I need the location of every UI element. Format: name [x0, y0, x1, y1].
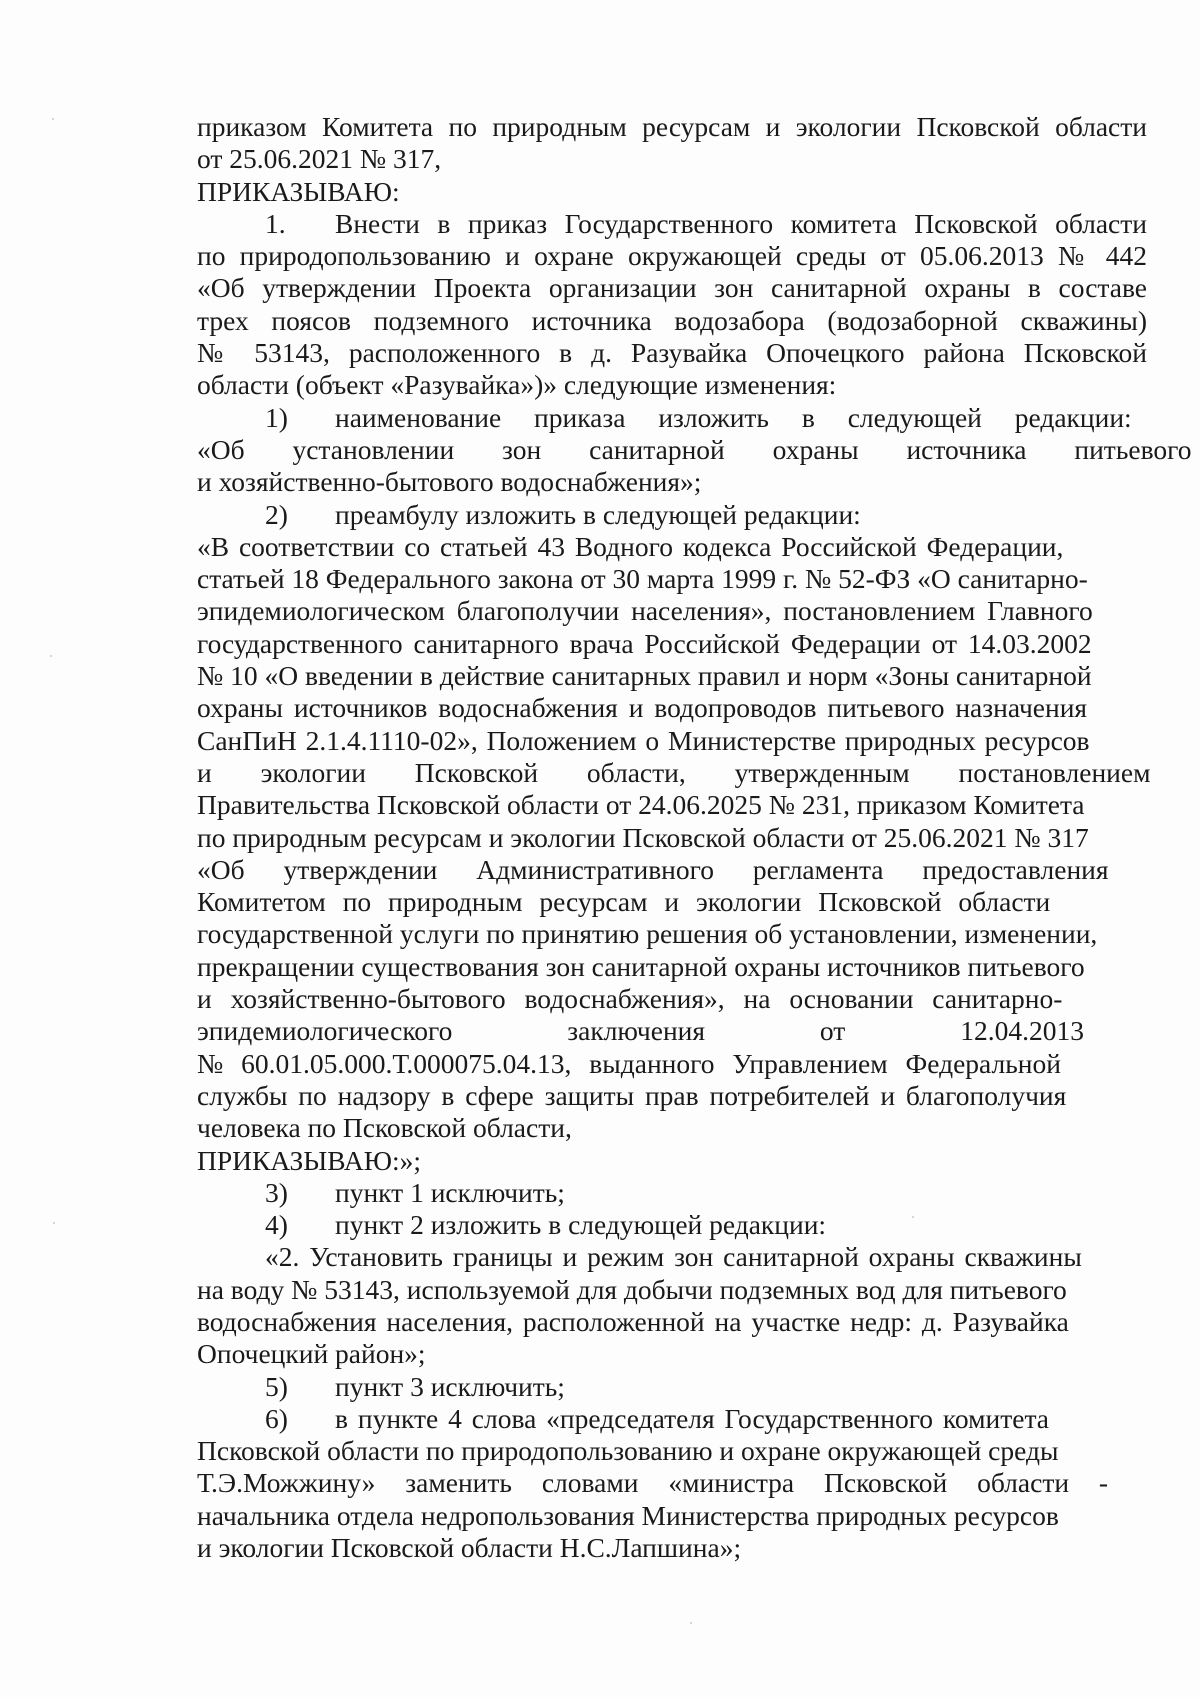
item-marker: 3): [265, 1176, 288, 1208]
text-line: «Об утверждении Административного регламента предоставления: [197, 853, 1109, 885]
text-line: трех поясов подземного источника водозабора (водозаборной скважины): [197, 304, 1147, 336]
text-line: пункт 1 исключить;: [335, 1176, 565, 1208]
list-item-1: [197, 208, 1147, 240]
text-line: эпидемиологического заключения от 12.04.2013: [197, 1015, 1084, 1047]
sub-item-6: [197, 1403, 1147, 1435]
text-line: прекращении существования зон санитарной охраны источников питьевого: [197, 950, 1085, 982]
text-line: преамбулу изложить в следующей редакции:: [335, 498, 861, 530]
text-line: приказом Комитета по природным ресурсам и экологии Псковской области: [197, 111, 1147, 142]
text-line: № 53143, расположенного в д. Разувайка Опочецкого района Псковской: [197, 337, 1147, 369]
text-line: области (объект «Разувайка»)» следующие изменения:: [197, 369, 837, 401]
text-line: по природным ресурсам и экологии Псковской области от 25.06.2021 № 317: [197, 821, 1089, 853]
text-line: и экологии Псковской области Н.С.Лапшина»;: [197, 1532, 742, 1564]
text-line: службы по надзору в сфере защиты прав потребителей и благополучия: [197, 1079, 1067, 1111]
text-line: наименование приказа изложить в следующей редакции:: [335, 401, 1132, 433]
text-line: № 60.01.05.000.Т.000075.04.13, выданного Управлением Федеральной: [197, 1047, 1061, 1079]
text-line: Правительства Псковской области от 24.06.2025 № 231, приказом Комитета: [197, 789, 1085, 821]
text-line: пункт 2 изложить в следующей редакции:: [335, 1209, 827, 1241]
order-heading: ПРИКАЗЫВАЮ:: [197, 175, 400, 207]
text-line: «Об установлении зон санитарной охраны источника питьевого: [197, 433, 1192, 465]
text-line: Внести в приказ Государственного комитета Псковской области: [335, 207, 1147, 239]
text-line: человека по Псковской области,: [197, 1112, 572, 1144]
sub-item-4: [197, 1209, 1147, 1241]
text-line: начальника отдела недропользования Министерства природных ресурсов: [197, 1499, 1059, 1531]
item-marker: 5): [265, 1370, 288, 1402]
sub-item-5: [197, 1371, 1147, 1403]
text-line: государственной услуги по принятию решения об установлении, изменении,: [197, 918, 1098, 950]
text-line: Псковской области по природопользованию и охране окружающей среды: [197, 1435, 1059, 1467]
text-line: «В соответствии со статьей 43 Водного кодекса Российской Федерации,: [197, 530, 1064, 562]
sub-item-3: [197, 1177, 1147, 1209]
text-line: государственного санитарного врача Российской Федерации от 14.03.2002: [197, 627, 1092, 659]
text-line: охраны источников водоснабжения и водопроводов питьевого назначения: [197, 692, 1088, 724]
sub-item-1: [197, 402, 1147, 434]
text-line: в пункте 4 слова «председателя Государственного комитета: [335, 1402, 1050, 1434]
text-line: и экологии Псковской области, утвержденным постановлением: [197, 756, 1151, 788]
text-line: СанПиН 2.1.4.1110-02», Положением о Министерстве природных ресурсов: [197, 724, 1090, 756]
text-line: «Об утверждении Проекта организации зон санитарной охраны в составе: [197, 272, 1147, 304]
scan-speck: [912, 1216, 914, 1218]
text-line: № 10 «О введении в действие санитарных правил и норм «Зоны санитарной: [197, 660, 1092, 692]
text-line: на воду № 53143, используемой для добычи подземных вод для питьевого: [197, 1273, 1067, 1305]
text-line: Комитетом по природным ресурсам и экологии Псковской области: [197, 886, 1051, 918]
scan-speck: [690, 1622, 692, 1624]
text-line: от 25.06.2021 № 317,: [197, 143, 442, 175]
text-line: и хозяйственно-бытового водоснабжения»;: [197, 466, 702, 498]
text-line: Опочецкий район»;: [197, 1338, 426, 1370]
text-line: статьей 18 Федерального закона от 30 марта 1999 г. № 52-ФЗ «О санитарно-: [197, 563, 1088, 595]
text-line: пункт 3 исключить;: [335, 1370, 565, 1402]
scan-speck: [52, 118, 54, 120]
text-line: водоснабжения населения, расположенной на участке недр: д. Разувайка: [197, 1305, 1069, 1337]
item-marker: 2): [265, 498, 288, 530]
scan-speck: [53, 1222, 55, 1224]
item-marker: 1.: [265, 207, 286, 239]
text-line: эпидемиологическом благополучии населения», постановлением Главного: [197, 595, 1093, 627]
item-marker: 1): [265, 401, 288, 433]
scan-speck: [50, 655, 52, 657]
text-line: Т.Э.Можжину» заменить словами «министра Псковской области -: [197, 1467, 1109, 1499]
text-line: ПРИКАЗЫВАЮ:»;: [197, 1144, 422, 1176]
item-marker: 6): [265, 1402, 288, 1434]
text-line: по природопользованию и охране окружающей среды от 05.06.2013 № 442: [197, 240, 1147, 272]
text-line: «2. Установить границы и режим зон санитарной охраны скважины: [265, 1241, 1082, 1273]
document-body: [197, 111, 1192, 1564]
item-marker: 4): [265, 1209, 288, 1241]
text-line: и хозяйственно-бытового водоснабжения», на основании санитарно-: [197, 983, 1063, 1015]
sub-item-2: [197, 499, 1147, 531]
